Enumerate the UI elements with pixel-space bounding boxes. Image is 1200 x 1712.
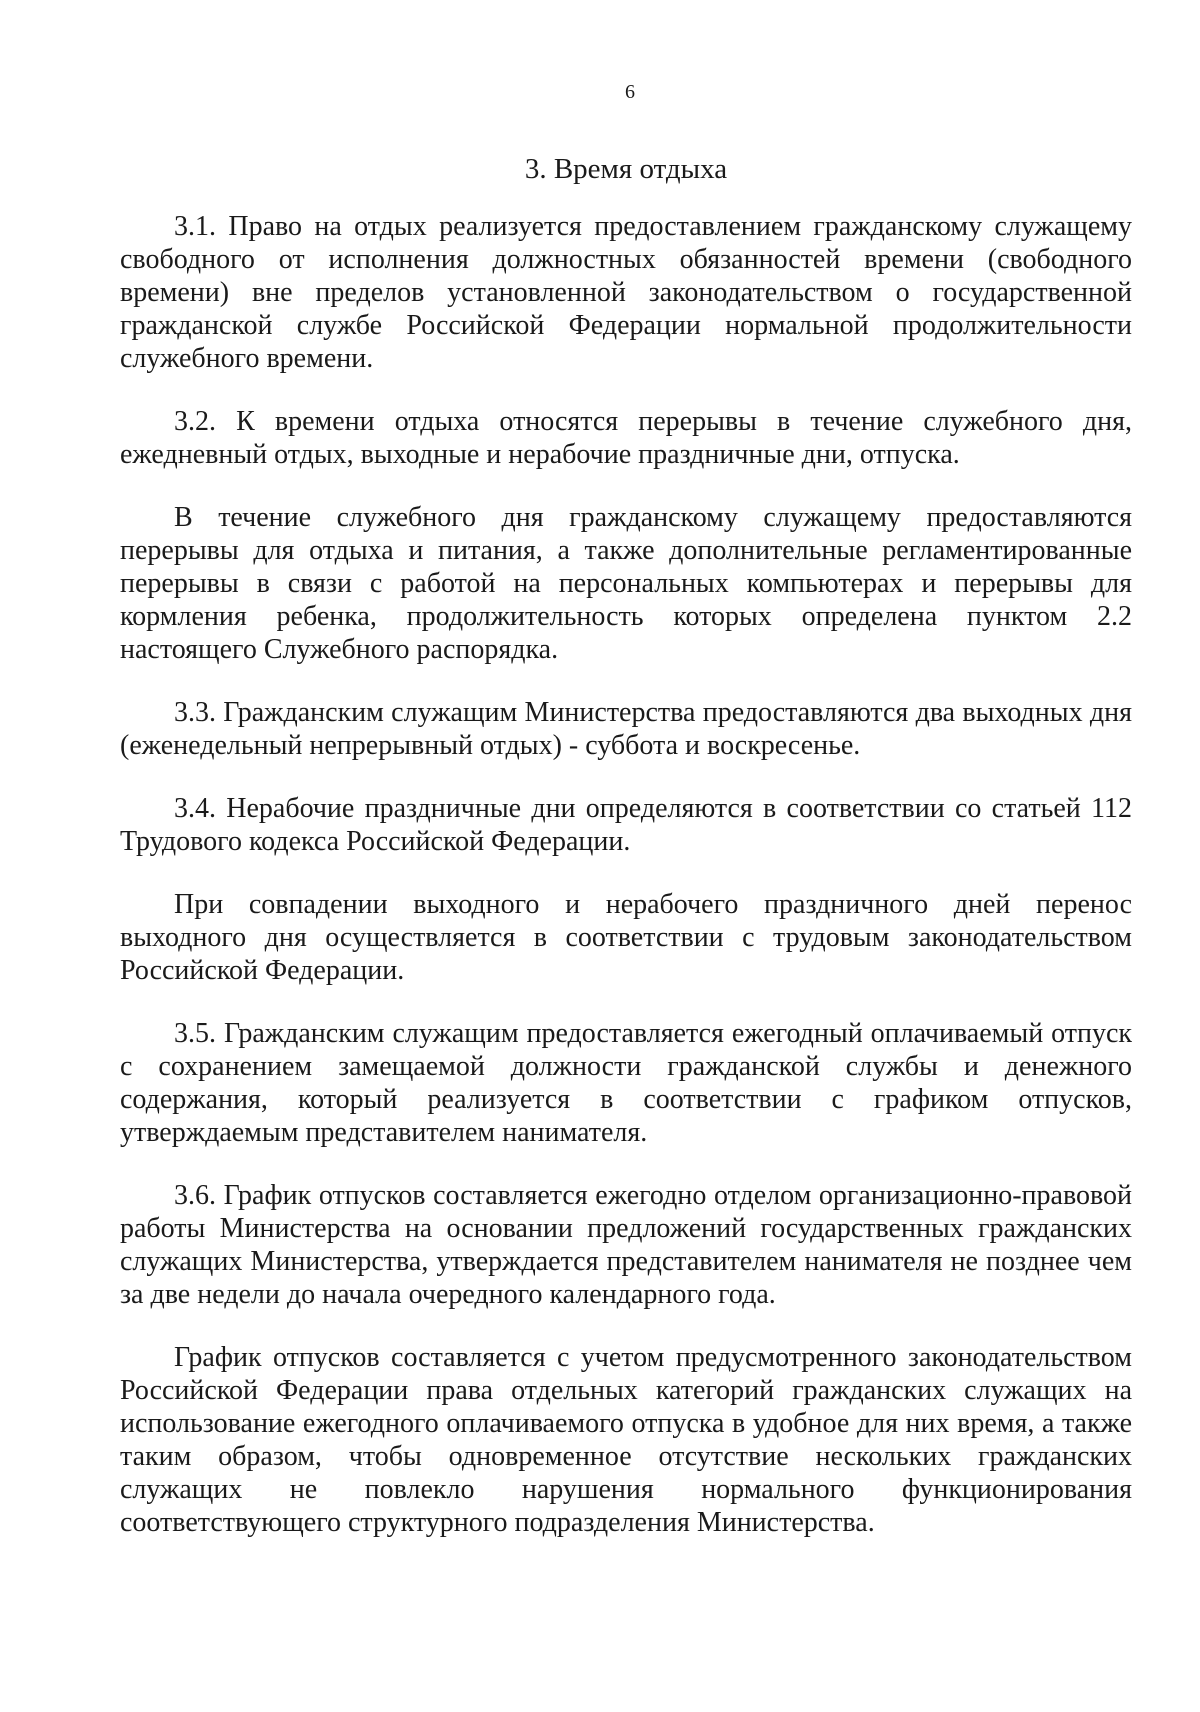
paragraph-3-4: 3.4. Нерабочие праздничные дни определяются в соответствии со статьей 112 Трудового кодекса Российской Федерации. [120, 793, 1132, 857]
document-body [120, 210, 1132, 1569]
paragraph-3-5: 3.5. Гражданским служащим предоставляется ежегодный оплачиваемый отпуск с сохранением замещаемой должности гражданской службы и денежного содержания, который реализуется в соответствии с графиком отпусков, утверждаемым представителем нанимателя. [120, 1018, 1132, 1148]
paragraph-3-6: 3.6. График отпусков составляется ежегодно отделом организационно-правовой работы Министерства на основании предложений государственных гражданских служащих Министерства, утверждается представителем нанимателя не позднее чем за две недели до начала очередного календарного года. [120, 1180, 1132, 1310]
paragraph-3-4-transfer: При совпадении выходного и нерабочего праздничного дней перенос выходного дня осуществляется в соответствии с трудовым законодательством Российской Федерации. [120, 889, 1132, 986]
paragraph-3-2: 3.2. К времени отдыха относятся перерывы в течение служебного дня, ежедневный отдых, выходные и нерабочие праздничные дни, отпуска. [120, 406, 1132, 470]
paragraph-3-2-breaks: В течение служебного дня гражданскому служащему предоставляются перерывы для отдыха и питания, а также дополнительные регламентированные перерывы в связи с работой на персональных компьютерах и перерывы для кормления ребенка, продолжительность которых определена пунктом 2.2 настоящего Служебного распорядка. [120, 502, 1132, 665]
page-number: 6 [625, 81, 635, 103]
paragraph-3-3: 3.3. Гражданским служащим Министерства предоставляются два выходных дня (еженедельный непрерывный отдых) - суббота и воскресенье. [120, 697, 1132, 761]
section-heading: 3. Время отдыха [524, 153, 728, 185]
paragraph-3-6-schedule: График отпусков составляется с учетом предусмотренного законодательством Российской Федерации права отдельных категорий гражданских служащих на использование ежегодного оплачиваемого отпуска в удобное для них время, а также таким образом, чтобы одновременное отсутствие нескольких гражданских служащих не повлекло нарушения нормального функционирования соответствующего структурного подразделения Министерства. [120, 1342, 1132, 1538]
paragraph-3-1: 3.1. Право на отдых реализуется предоставлением гражданскому служащему свободного от исполнения должностных обязанностей времени (свободного времени) вне пределов установленной законодательством о государственной гражданской службе Российской Федерации нормальной продолжительности служебного времени. [120, 211, 1132, 374]
